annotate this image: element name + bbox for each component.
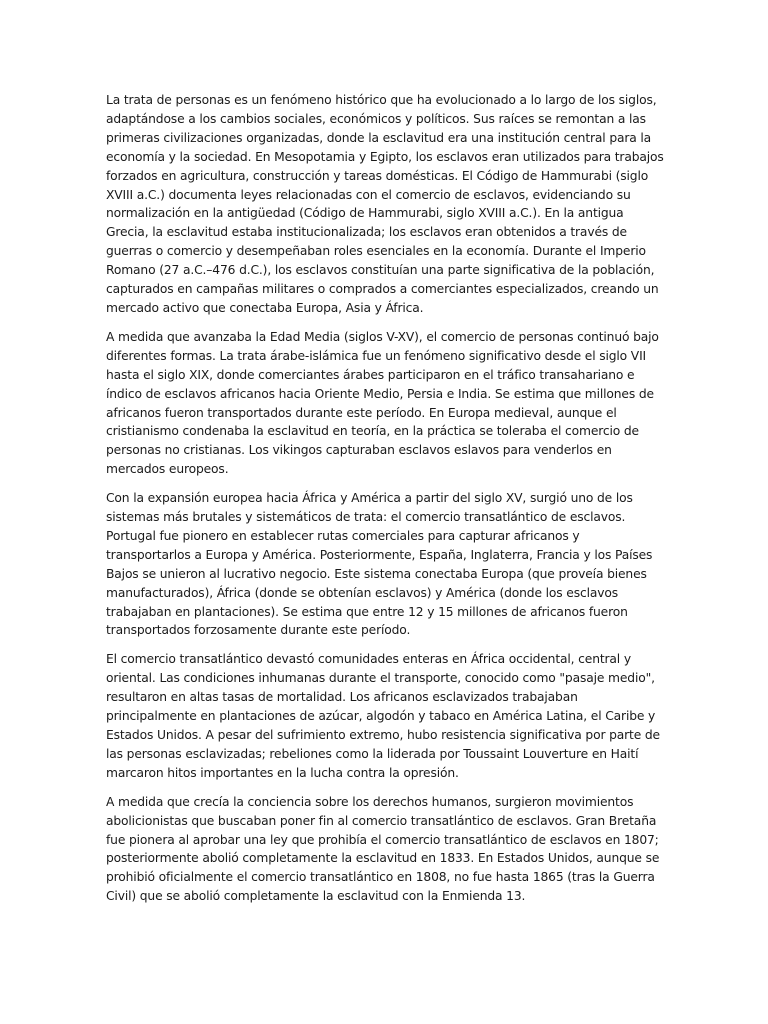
document-page [106,91,666,916]
paragraph-2: A medida que avanzaba la Edad Media (siglos V-XV), el comercio de personas continuó bajo diferentes formas. La trata árabe-islámica fue un fenómeno significativo desde el siglo VII hasta el siglo XIX, donde comerciantes árabes participaron en el tráfico transahariano e índico de esclavos africanos hacia Oriente Medio, Persia e India. Se estima que millones de africanos fueron transportados durante este período. En Europa medieval, aunque el cristianismo condenaba la esclavitud en teoría, en la práctica se toleraba el comercio de personas no cristianas. Los vikingos capturaban esclavos eslavos para venderlos en mercados europeos. [106,329,659,477]
paragraph-3: Con la expansión europea hacia África y América a partir del siglo XV, surgió uno de los sistemas más brutales y sistemáticos de trata: el comercio transatlántico de esclavos. Portugal fue pionero en establecer rutas comerciales para capturar africanos y transportarlos a Europa y América. Posteriormente, España, Inglaterra, Francia y los Países Bajos se unieron al lucrativo negocio. Este sistema conectaba Europa (que proveía bienes manufacturados), África (donde se obtenían esclavos) y América (donde los esclavos trabajaban en plantaciones). Se estima que entre 12 y 15 millones de africanos fueron transportados forzosamente durante este período. [106,491,653,638]
paragraph-1: La trata de personas es un fenómeno histórico que ha evolucionado a lo largo de los siglos, adaptándose a los cambios sociales, económicos y políticos. Sus raíces se remontan a las primeras civilizaciones organizadas, donde la esclavitud era una institución central para la economía y la sociedad. En Mesopotamia y Egipto, los esclavos eran utilizados para trabajos forzados en agricultura, construcción y tareas domésticas. El Código de Hammurabi (siglo XVIII a.C.) documenta leyes relacionadas con el comercio de esclavos, evidenciando su normalización en la antigüedad (Código de Hammurabi, siglo XVIII a.C.). En la antigua Grecia, la esclavitud estaba institucionalizada; los esclavos eran obtenidos a través de guerras o comercio y desempeñaban roles esenciales en la economía. Durante el Imperio Romano (27 a.C.–476 d.C.), los esclavos constituían una parte significativa de la población, capturados en campañas militares o comprados a comerciantes especializados, creando un mercado activo que conectaba Europa, Asia y África. [106,93,664,315]
paragraph-5: A medida que crecía la conciencia sobre los derechos humanos, surgieron movimientos abolicionistas que buscaban poner fin al comercio transatlántico de esclavos. Gran Bretaña fue pionera al aprobar una ley que prohibía el comercio transatlántico de esclavos en 1807; posteriormente abolió completamente la esclavitud en 1833. En Estados Unidos, aunque se prohibió oficialmente el comercio transatlántico en 1808, no fue hasta 1865 (tras la Guerra Civil) que se abolió completamente la esclavitud con la Enmienda 13. [106,794,660,904]
paragraph-4: El comercio transatlántico devastó comunidades enteras en África occidental, central y oriental. Las condiciones inhumanas durante el transporte, conocido como "pasaje medio", resultaron en altas tasas de mortalidad. Los africanos esclavizados trabajaban principalmente en plantaciones de azúcar, algodón y tabaco en América Latina, el Caribe y Estados Unidos. A pesar del sufrimiento extremo, hubo resistencia significativa por parte de las personas esclavizadas; rebeliones como la liderada por Toussaint Louverture en Haití marcaron hitos importantes en la lucha contra la opresión. [106,652,660,780]
